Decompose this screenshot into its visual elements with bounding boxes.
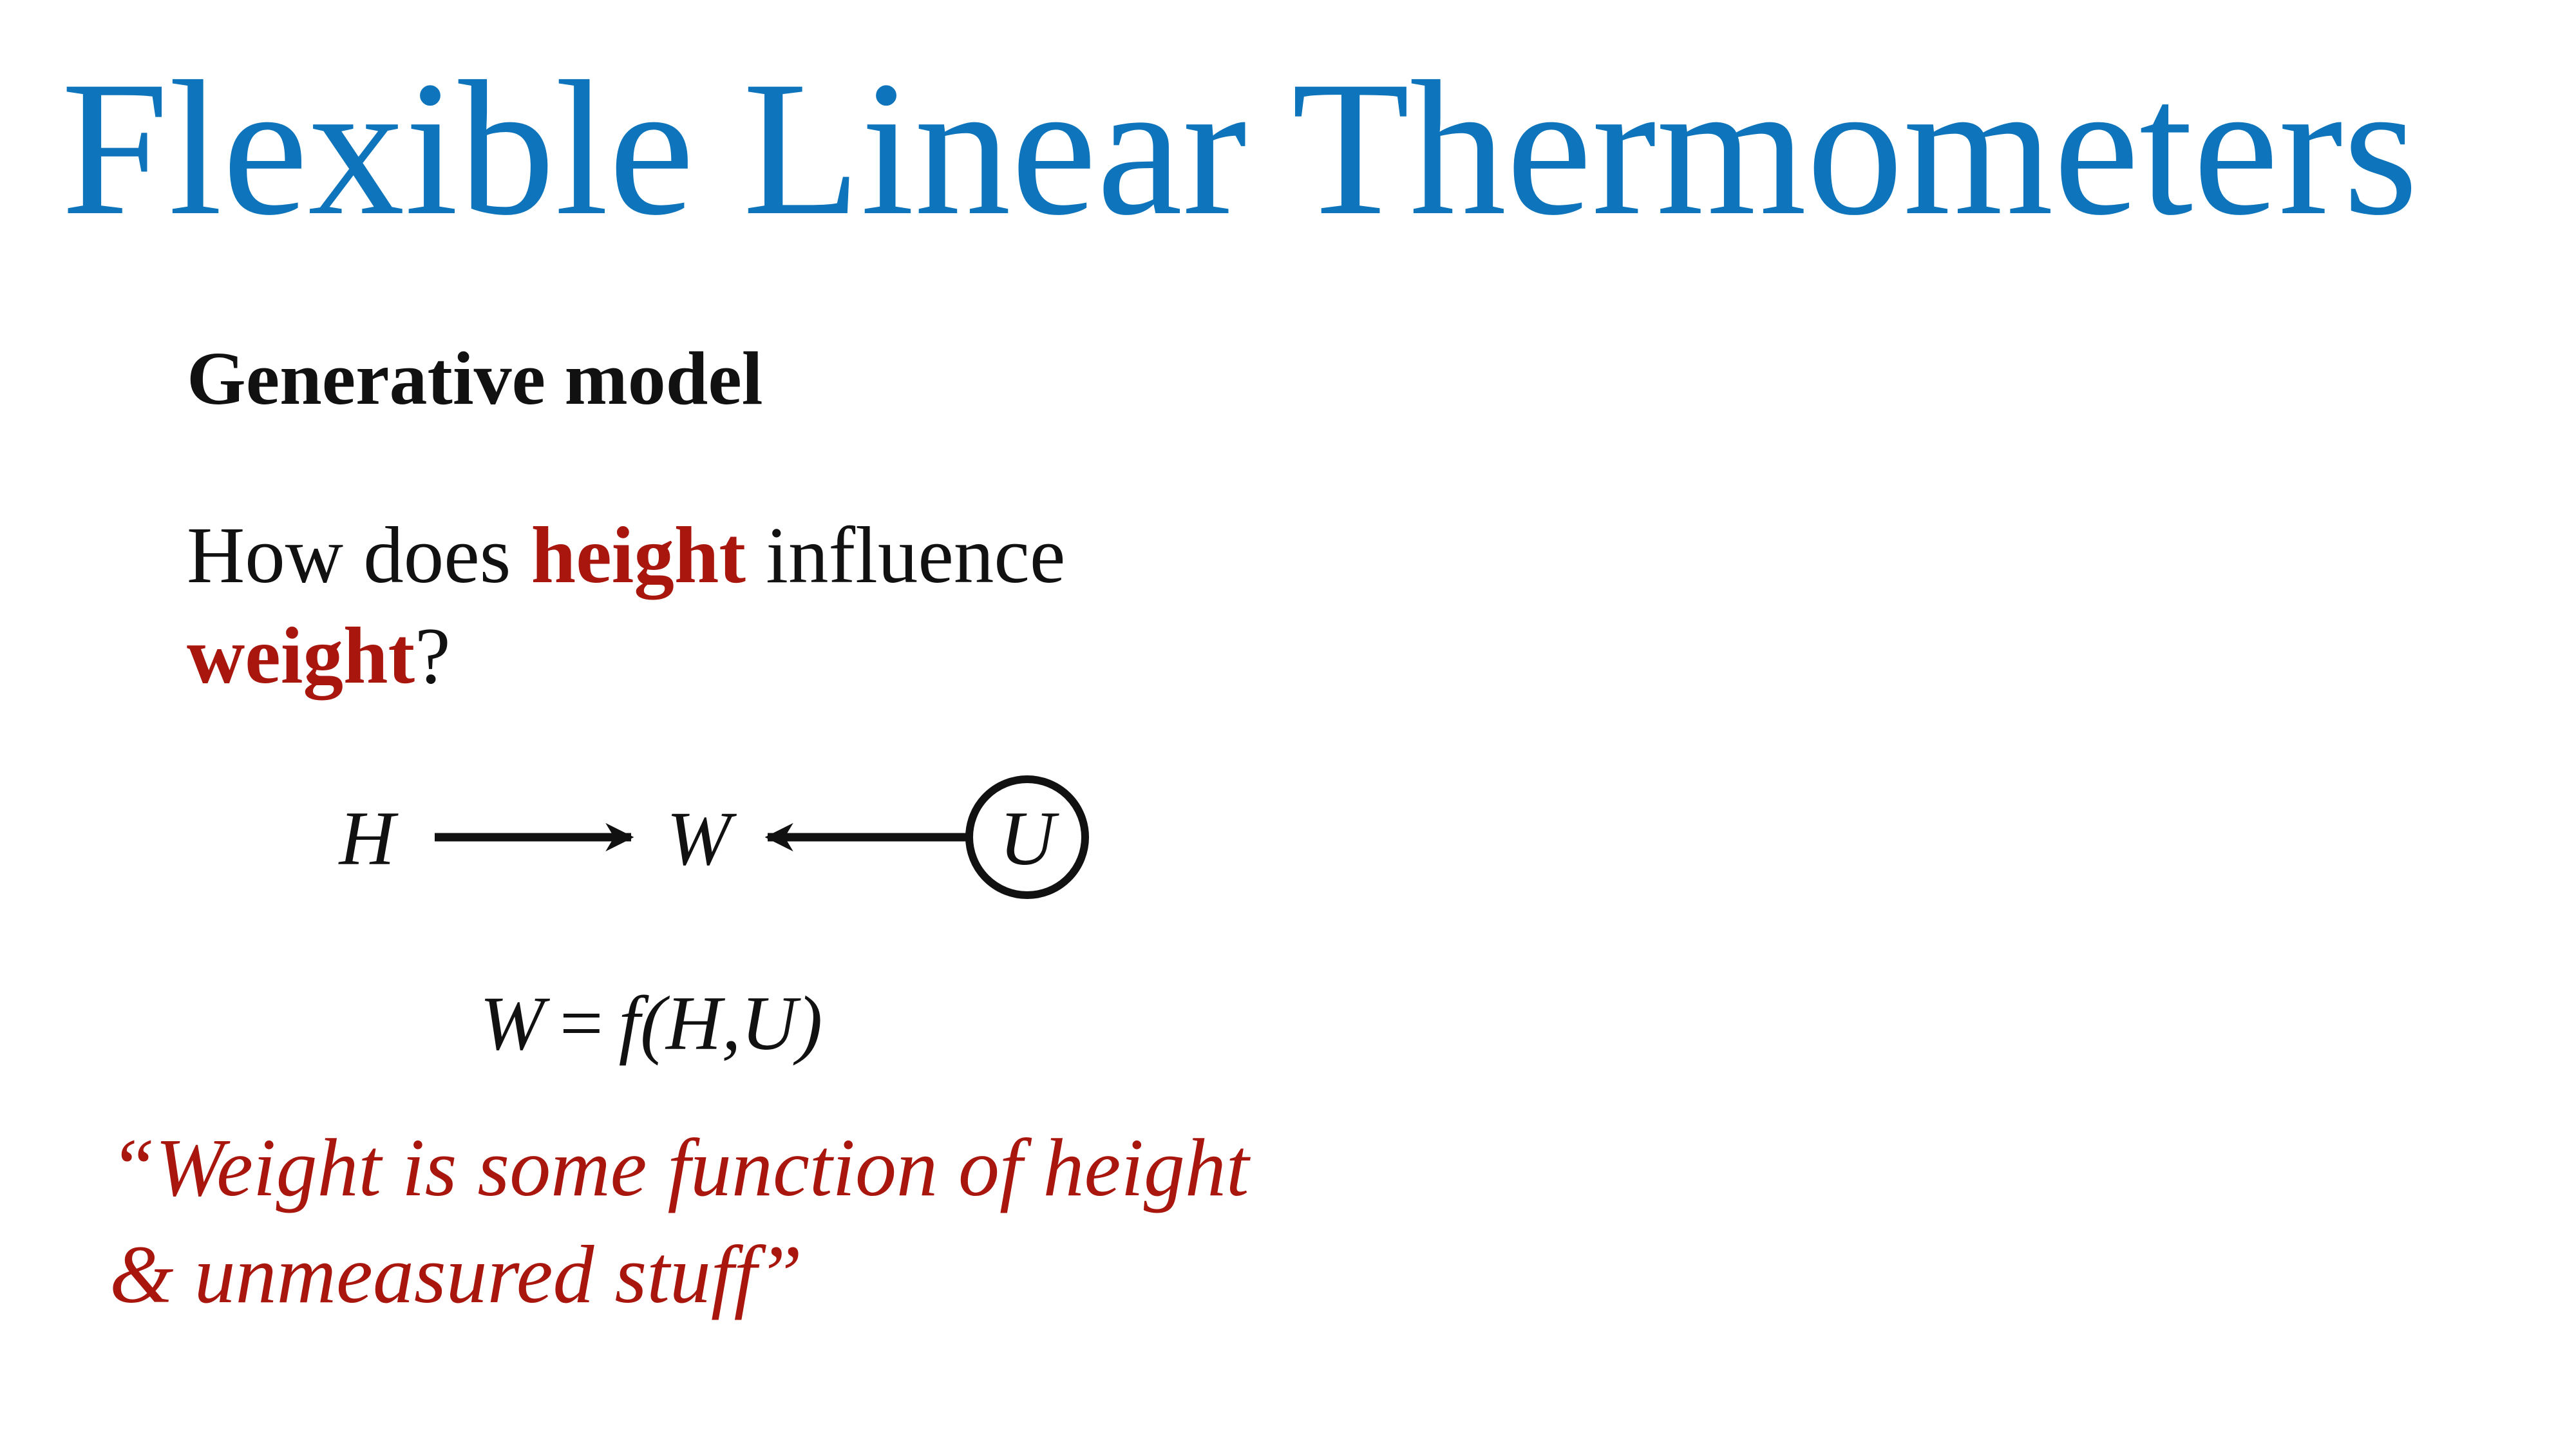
dag-node-h: H xyxy=(339,795,395,881)
question-suffix: ? xyxy=(415,612,451,701)
section-heading: Generative model xyxy=(187,336,763,421)
causal-dag xyxy=(309,760,1121,914)
dag-node-u: U xyxy=(999,795,1056,881)
equation xyxy=(480,979,822,1068)
question-prefix: How does xyxy=(187,511,531,600)
quote-line-1: “Weight is some function of height xyxy=(109,1122,1249,1213)
equation-operator: = xyxy=(559,980,603,1066)
question-middle: influence xyxy=(746,511,1066,600)
slide-title: Flexible Linear Thermometers xyxy=(61,41,2418,255)
equation-lhs: W xyxy=(480,980,544,1066)
question-term-height: height xyxy=(531,511,746,600)
equation-rhs: f(H,U) xyxy=(618,980,823,1066)
quote-line-2: & unmeasured stuff” xyxy=(109,1229,803,1320)
dag-node-w: W xyxy=(667,795,731,881)
question-text xyxy=(187,506,1217,706)
quote xyxy=(109,1114,1655,1328)
question-term-weight: weight xyxy=(187,612,415,701)
